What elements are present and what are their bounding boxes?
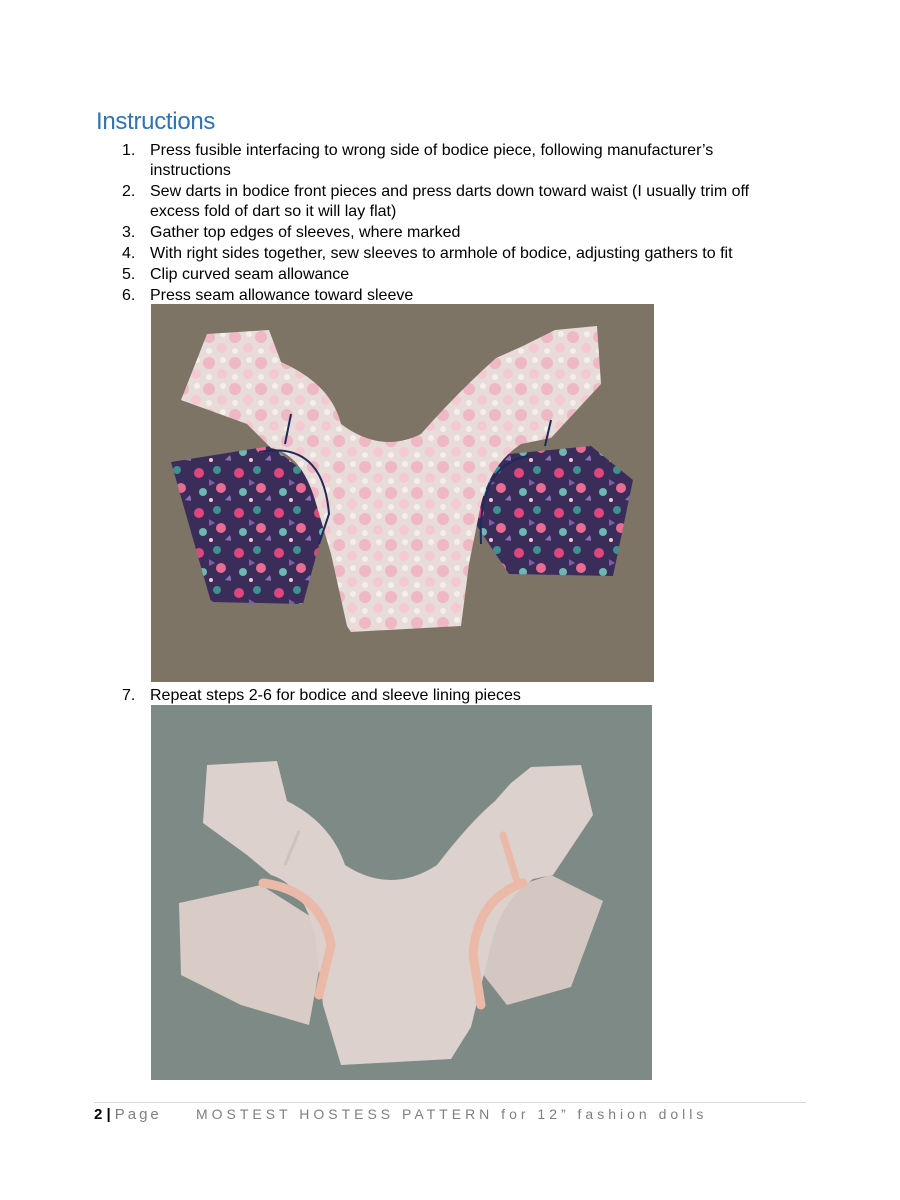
step-text: Clip curved seam allowance bbox=[150, 266, 350, 283]
page-footer bbox=[94, 1106, 707, 1123]
bodice-with-sleeves-photo bbox=[151, 304, 654, 682]
step-number: 7. bbox=[122, 687, 136, 704]
step-text: Gather top edges of sleeves, where marked bbox=[150, 224, 461, 241]
step-number: 3. bbox=[122, 224, 136, 241]
step-number: 1. bbox=[122, 142, 136, 159]
step-number: 5. bbox=[122, 266, 136, 283]
step-text: Press fusible interfacing to wrong side of bodice piece, following manufacturer’s instructions bbox=[150, 142, 714, 179]
footer-title: MOSTEST HOSTESS PATTERN for 12” fashion dolls bbox=[195, 1106, 708, 1122]
step-text: Press seam allowance toward sleeve bbox=[150, 287, 414, 304]
step-text: With right sides together, sew sleeves to armhole of bodice, adjusting gathers to fit bbox=[150, 245, 733, 262]
footer-divider bbox=[94, 1102, 806, 1103]
step-text: Repeat steps 2-6 for bodice and sleeve lining pieces bbox=[150, 687, 521, 704]
section-heading: Instructions bbox=[96, 108, 216, 135]
step-number: 4. bbox=[122, 245, 136, 262]
step-number: 2. bbox=[122, 183, 136, 200]
page-word: Page bbox=[114, 1106, 162, 1123]
step-text: Sew darts in bodice front pieces and press darts down toward waist (I usually trim off excess fold of dart so it will lay flat) bbox=[150, 183, 750, 220]
page-number: 2 bbox=[94, 1106, 103, 1123]
step-number: 6. bbox=[122, 287, 136, 304]
lining-pieces-photo bbox=[151, 705, 652, 1080]
footer-separator: | bbox=[106, 1106, 111, 1123]
